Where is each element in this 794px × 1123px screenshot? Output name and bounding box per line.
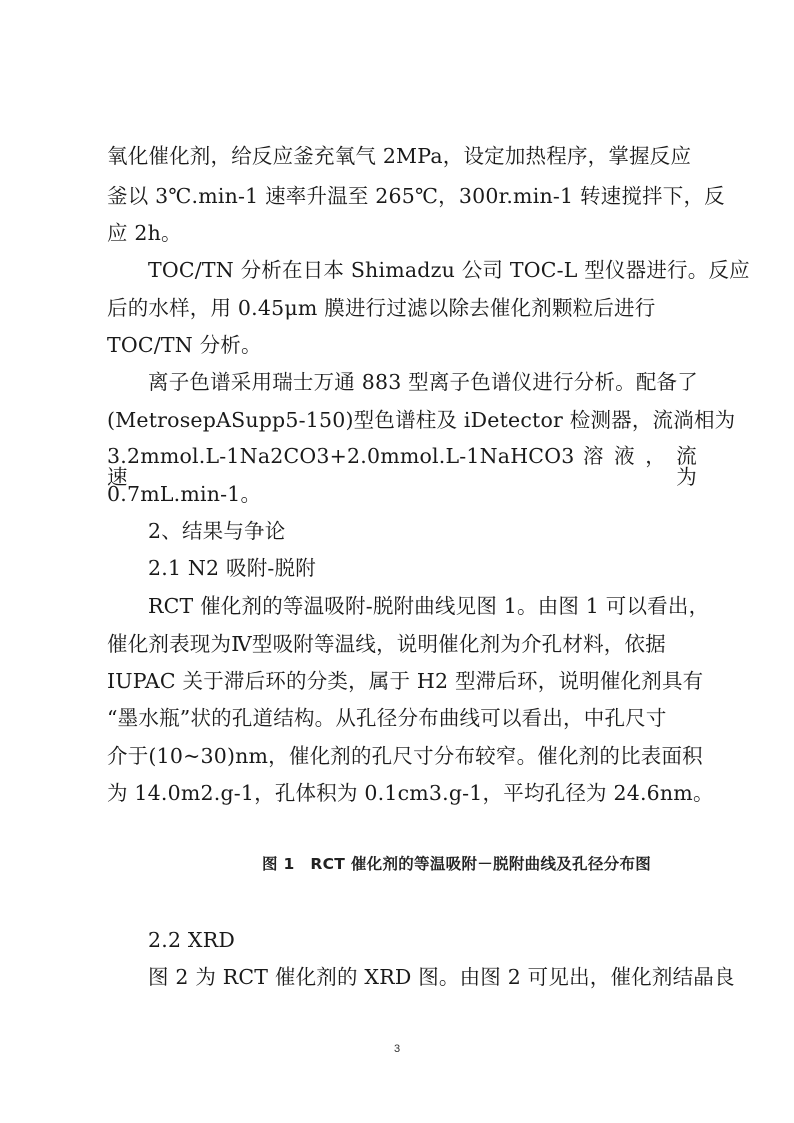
text-line: 氧化催化剂，给反应釜充氧气 2MPa，设定加热程序，掌握反应: [107, 144, 692, 168]
text-line: 釜以 3℃.min-1 速率升温至 265℃，300r.min-1 转速搅拌下，反: [107, 184, 725, 208]
page-number: 3: [393, 1043, 401, 1055]
text-line: 图 2 为 RCT 催化剂的 XRD 图。由图 2 可见出，催化剂结晶良: [148, 965, 735, 989]
text-line: 应 2h。: [107, 221, 182, 245]
text-line: 离子色谱采用瑞士万通 883 型离子色谱仪进行分析。配备了: [148, 370, 698, 394]
text-line: 0.7mL.min-1。: [107, 482, 262, 506]
text-line: 后的水样，用 0.45μm 膜进行过滤以除去催化剂颗粒后进行: [107, 296, 656, 320]
text-line: 介于(10~30)nm，催化剂的孔尺寸分布较窄。催化剂的比表面积: [107, 744, 703, 768]
subsection-heading: 2.1 N2 吸附-脱附: [148, 556, 316, 580]
figure-caption: 图 1 RCT 催化剂的等温吸附－脱附曲线及孔径分布图: [262, 855, 652, 873]
text-line: RCT 催化剂的等温吸附-脱附曲线见图 1。由图 1 可以看出，: [148, 594, 710, 618]
text-line: 为 14.0m2.g-1，孔体积为 0.1cm3.g-1，平均孔径为 24.6nm。: [107, 781, 714, 805]
text-line: 催化剂表现为Ⅳ型吸附等温线，说明催化剂为介孔材料，依据: [107, 632, 666, 656]
text-line: “墨水瓶”状的孔道结构。从孔径分布曲线可以看出，中孔尺寸: [107, 706, 667, 730]
section-heading: 2、结果与争论: [148, 519, 286, 543]
subsection-heading: 2.2 XRD: [148, 928, 235, 952]
text-line: (MetrosepASupp5-150)型色谱柱及 iDetector 检测器，流淌相为: [107, 408, 736, 432]
text-line: TOC/TN 分析。: [107, 333, 262, 357]
text-line: 3.2mmol.L-1Na2CO3+2.0mmol.L-1NaHCO3 溶 液 ， 流 速 为: [107, 444, 697, 489]
text-line: TOC/TN 分析在日本 Shimadzu 公司 TOC-L 型仪器进行。反应: [148, 258, 750, 282]
text-line: IUPAC 关于滞后环的分类，属于 H2 型滞后环，说明催化剂具有: [107, 669, 704, 693]
